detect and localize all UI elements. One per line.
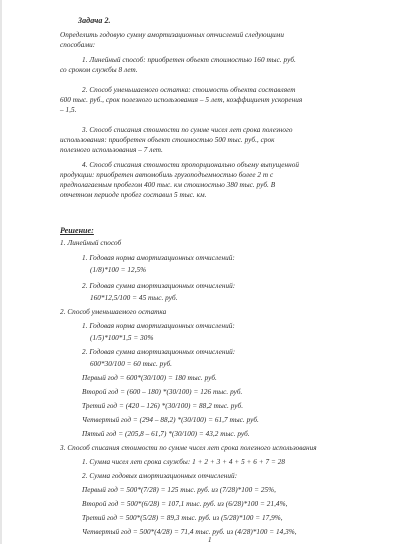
solution-line: Первый год = 500*(7/28) = 125 тыс. руб. из (7/28)*100 = 25%, — [82, 486, 276, 494]
solution-line: 160*12,5/100 = 45 тыс. руб. — [90, 294, 178, 302]
condition-line: 1. Линейный способ: приобретен объект стоимостью 160 тыс. руб. — [82, 56, 296, 64]
condition-line: полезного использования – 7 лет. — [60, 146, 163, 154]
solution-line: Второй год = (600 – 180) *(30/100) = 126 тыс. руб. — [82, 388, 243, 396]
solution-line: (1/8)*100 = 12,5% — [90, 266, 147, 274]
page-number: 1 — [208, 536, 212, 544]
solution-line: 1. Сумма чисел лет срока службы: 1 + 2 + 3 + 4 + 5 + 6 + 7 = 28 — [82, 458, 286, 466]
condition-line: – 1,5. — [60, 106, 77, 114]
condition-line: 600 тыс. руб., срок полезного использования – 5 лет, коэффициент ускорения — [60, 96, 303, 104]
condition-line: отчетном периоде пробег составил 5 тыс. км. — [60, 191, 207, 199]
condition-line: 3. Способ списания стоимости по сумме чисел лет срока полезного — [82, 126, 293, 134]
solution-line: 2. Годовая сумма амортизационных отчислений: — [82, 348, 236, 356]
condition-line: предполагаемым пробегом 400 тыс. км стоимостью 380 тыс. руб. В — [60, 181, 276, 189]
solution-heading: Решение: — [60, 226, 94, 235]
condition-line: Определить годовую сумму амортизационных отчислений следующими — [60, 31, 285, 39]
condition-line: продукции: приобретен автомобиль грузоподъемностью более 2 т с — [60, 171, 274, 179]
solution-line: 2. Сумма годовых амортизационных отчислений: — [82, 472, 238, 480]
page-edge — [0, 0, 2, 544]
solution-line: 2. Годовая сумма амортизационных отчислений: — [82, 282, 236, 290]
solution-line: 1. Годовая норма амортизационных отчислений: — [82, 322, 235, 330]
condition-line: 2. Способ уменьшаемого остатка: стоимость объекта составляет — [82, 86, 296, 94]
solution-line: Четвертый год = (294 – 88,2) *(30/100) = 61,7 тыс. руб. — [82, 416, 259, 424]
condition-line: использования: приобретен объект стоимостью 500 тыс. руб., срок — [60, 136, 275, 144]
solution-line: 3. Способ списания стоимости по сумме чисел лет срока полезного использования — [60, 444, 317, 452]
solution-line: Третий год = (420 – 126) *(30/100) = 88,2 тыс. руб. — [82, 402, 244, 410]
solution-line: Четвертый год = 500*(4/28) = 71,4 тыс. руб. из (4/28)*100 = 14,3%, — [82, 528, 297, 536]
condition-line: 4. Способ списания стоимости пропорционально объему выпущенной — [82, 161, 299, 169]
solution-line: 1. Годовая норма амортизационных отчислений: — [82, 254, 235, 262]
task-title: Задача 2. — [78, 16, 111, 25]
condition-line: способами: — [60, 41, 96, 49]
solution-line: 2. Способ уменьшаемого остатка — [60, 308, 167, 316]
solution-line: 600*30/100 = 60 тыс. руб. — [90, 360, 172, 368]
solution-line: (1/5)*100*1,5 = 30% — [90, 334, 154, 342]
solution-line: Второй год = 500*(6/28) = 107,1 тыс. руб. из (6/28)*100 = 21,4%, — [82, 500, 288, 508]
solution-line: Первый год = 600*(30/100) = 180 тыс. руб. — [82, 374, 217, 382]
solution-line: Третий год = 500*(5/28) = 89,3 тыс. руб. из (5/28)*100 = 17,9%, — [82, 514, 283, 522]
solution-line: Пятый год = (205,8 – 61,7) *(30/100) = 43,2 тыс. руб. — [82, 430, 250, 438]
condition-line: со сроком службы 8 лет. — [60, 66, 138, 74]
solution-line: 1. Линейный способ — [60, 239, 122, 247]
